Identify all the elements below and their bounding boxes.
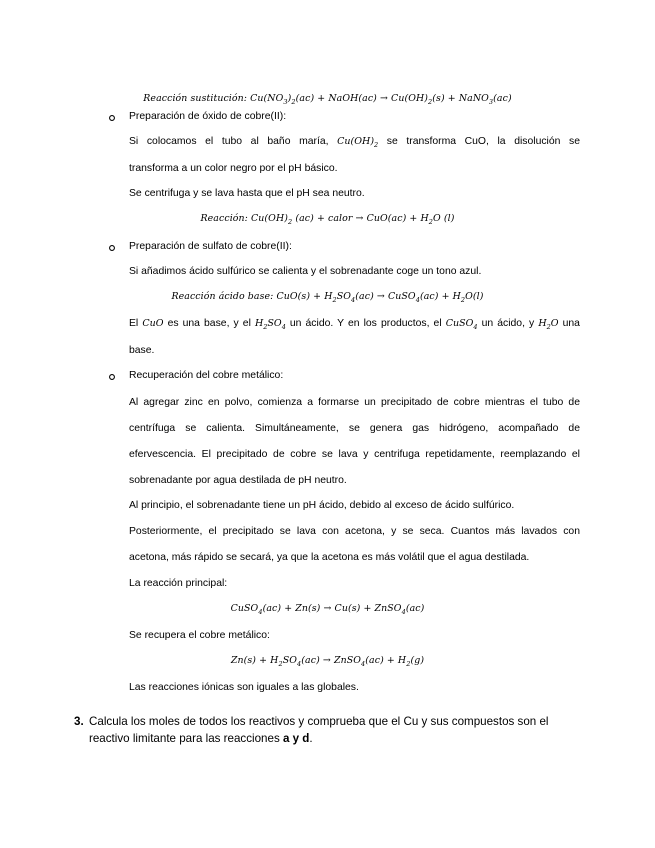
question-number: 3. xyxy=(74,715,84,728)
paragraph-line: El CuO es una base, y el $H_2SO_4$ un ácido. Y en los productos, el CuSO$_4$ un ácido, y $H_2O$ una xyxy=(129,318,580,331)
equation-main-reaction: CuSO$_4$(ac) + Zn(s) → Cu(s) + ZnSO$_4$(ac) xyxy=(230,603,425,616)
circle-bullet-icon xyxy=(108,244,116,252)
paragraph-line: Al agregar zinc en polvo, comienza a formarse un precipitado de cobre mientras el tubo de xyxy=(129,397,580,408)
paragraph-line: base. xyxy=(129,345,155,356)
bullet-title: Preparación de óxido de cobre(II): xyxy=(129,111,287,122)
paragraph-line: transforma a un color negro por el pH básico. xyxy=(129,163,338,174)
paragraph-line: Se centrifuga y se lava hasta que el pH sea neutro. xyxy=(129,188,365,199)
equation-acid-base: Reacción ácido base: $CuO(s) + H_2SO_4(ac)$ → CuSO$_4$(ac) + $H_2O(l)$ xyxy=(171,291,484,304)
equation-substitution: Reacción sustitución: $Cu(NO_3)_2(ac)$ + NaOH(ac) → $Cu(OH)_2(s)$ + NaNO$_3$(ac) xyxy=(143,93,512,106)
equation-dehydration: Reacción: $Cu(OH)_2$ (ac) + calor → $CuO(ac) + H_2O$ (l) xyxy=(200,213,455,226)
equation-zinc-acid: $Zn(s) + H_2SO_4(ac)$ → ZnSO$_4$(ac) + $H_2(g)$ xyxy=(230,655,425,668)
paragraph-line: Al principio, el sobrenadante tiene un pH ácido, debido al exceso de ácido sulfúrico. xyxy=(129,500,515,511)
paragraph-line: Si añadimos ácido sulfúrico se calienta y el sobrenadante coge un tono azul. xyxy=(129,266,482,277)
question-line: Calcula los moles de todos los reactivos y comprueba que el Cu y sus compuestos son el xyxy=(89,715,549,728)
paragraph-line: Se recupera el cobre metálico: xyxy=(129,630,270,641)
paragraph-line: Posteriormente, el precipitado se lava con acetona, y se seca. Cuantos más lavados con xyxy=(129,526,580,537)
circle-bullet-icon xyxy=(108,373,116,381)
paragraph-line: Si colocamos el tubo al baño maría, $Cu(OH)_2$ se transforma CuO, la disolución se xyxy=(129,136,580,149)
paragraph-line: centrífuga se calienta. Simultáneamente, se genera gas hidrógeno, acompañado de xyxy=(129,423,580,434)
bullet-title: Preparación de sulfato de cobre(II): xyxy=(129,241,292,252)
question-line: reactivo limitante para las reacciones a y d. xyxy=(89,732,313,745)
bullet-title: Recuperación del cobre metálico: xyxy=(129,370,284,381)
paragraph-line: sobrenadante por agua destilada de pH neutro. xyxy=(129,475,347,486)
paragraph-line: Las reacciones iónicas son iguales a las globales. xyxy=(129,682,359,693)
circle-bullet-icon xyxy=(108,114,116,122)
paragraph-line: efervescencia. El precipitado de cobre se lava y centrifuga repetidamente, reemplazando el xyxy=(129,449,580,460)
paragraph-line: La reacción principal: xyxy=(129,578,228,589)
paragraph-line: acetona, más rápido se secará, ya que la acetona es más volátil que el agua destilada. xyxy=(129,552,530,563)
